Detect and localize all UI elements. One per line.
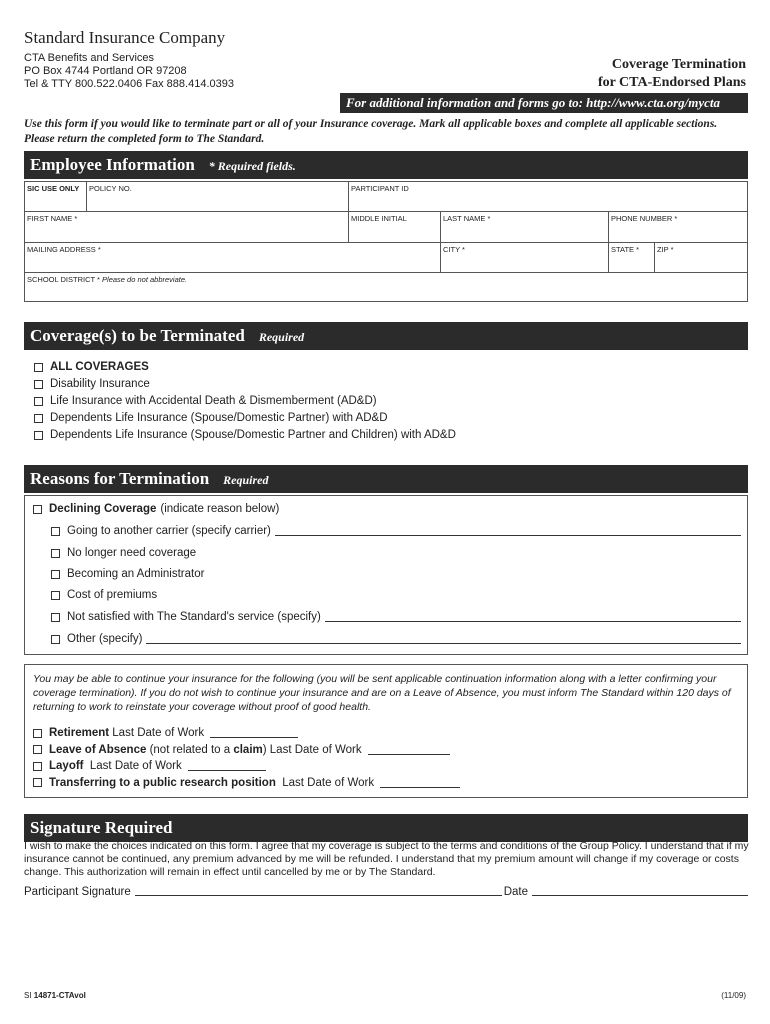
reason-label: Becoming an Administrator (67, 568, 205, 580)
checkbox[interactable] (34, 397, 43, 406)
first-name-field[interactable]: FIRST NAME * (25, 212, 349, 243)
form-id (24, 991, 86, 1000)
reason-not-satisfied[interactable] (51, 611, 741, 623)
sic-use-only: SIC USE ONLY (25, 182, 87, 212)
reasons-section-header (24, 465, 748, 493)
option-text: Last Date of Work (89, 760, 182, 772)
continuation-options (33, 725, 460, 791)
employee-info-grid (24, 181, 748, 302)
form-title (598, 56, 746, 92)
coverage-label: ALL COVERAGES (50, 361, 149, 373)
continuation-text: You may be able to continue your insurance for the following (you will be sent applicable continuation information along with a letter confirming your coverage termination). If you do not wish to continue your insurance and are on a Leave of Absence, you must inform The Standard within 120 days of returning to work to reinstate your coverage without proof of good health. (33, 673, 731, 713)
mailing-address-field[interactable]: MAILING ADDRESS * (25, 243, 441, 273)
option-text: ) Last Date of Work (262, 743, 362, 756)
checkbox[interactable] (34, 414, 43, 423)
coverage-item-all[interactable] (34, 359, 456, 376)
school-district-field[interactable] (25, 273, 747, 301)
checkbox[interactable] (33, 762, 42, 771)
checkbox[interactable] (51, 613, 60, 622)
section-title: Employee Information (30, 155, 195, 174)
option-text: Last Date of Work (282, 776, 375, 789)
coverage-label: Life Insurance with Accidental Death & Dismemberment (AD&D) (50, 395, 377, 407)
checkbox[interactable] (33, 505, 42, 514)
coverage-label: Dependents Life Insurance (Spouse/Domestic Partner) with AD&D (50, 412, 388, 424)
reason-administrator[interactable] (51, 568, 741, 580)
checkbox[interactable] (51, 591, 60, 600)
participant-signature-label: Participant Signature (24, 886, 131, 898)
section-subtitle: * Required fields. (208, 159, 296, 173)
company-address (24, 52, 234, 91)
carrier-input[interactable] (275, 526, 741, 536)
participant-id-field[interactable]: PARTICIPANT ID (349, 182, 747, 212)
address-line: CTA Benefits and Services (24, 52, 155, 64)
school-district-label: SCHOOL DISTRICT * (27, 275, 100, 284)
checkbox[interactable] (33, 729, 42, 738)
option-claim: claim (233, 743, 263, 756)
coverage-item-dependents-children[interactable] (34, 427, 456, 444)
reason-label: Other (specify) (67, 633, 143, 645)
reason-other-carrier[interactable] (51, 525, 741, 537)
date-label: Date (503, 886, 528, 898)
company-name: Standard Insurance Company (24, 28, 226, 47)
reason-label: No longer need coverage (67, 547, 197, 559)
option-text: Last Date of Work (112, 727, 205, 739)
participant-signature-input[interactable] (135, 886, 502, 896)
policy-no-field[interactable]: POLICY NO. (87, 182, 349, 212)
form-title-line2: for CTA-Endorsed Plans (597, 75, 746, 90)
reason-label: Going to another carrier (specify carrier) (67, 525, 271, 537)
intro-text: Use this form if you would like to terminate part or all of your Insurance coverage. Mark all applicable boxes and complete all applicable sections. Please return the completed form to The Standard. (24, 118, 718, 145)
section-title: Reasons for Termination (30, 469, 210, 488)
reason-other[interactable] (51, 633, 741, 645)
phone-number-field[interactable]: PHONE NUMBER * (609, 212, 747, 243)
section-title: Signature Required (30, 818, 173, 837)
city-field[interactable]: CITY * (441, 243, 609, 273)
checkbox[interactable] (33, 745, 42, 754)
declining-coverage-option[interactable] (33, 503, 279, 515)
state-field[interactable]: STATE * (609, 243, 655, 273)
reason-label: Not satisfied with The Standard's service (specify) (67, 611, 321, 623)
section-subtitle: Required (223, 473, 269, 487)
checkbox[interactable] (34, 431, 43, 440)
coverage-list (34, 359, 456, 444)
retirement-date-input[interactable] (210, 728, 298, 738)
retirement-option[interactable] (33, 725, 460, 742)
reason-cost[interactable] (51, 589, 741, 601)
form-title-line1: Coverage Termination (611, 57, 746, 72)
reasons-box (24, 495, 748, 655)
leave-of-absence-option[interactable] (33, 742, 460, 759)
checkbox[interactable] (51, 527, 60, 536)
coverage-item-life[interactable] (34, 393, 456, 410)
leave-date-input[interactable] (368, 745, 450, 755)
employee-section-header (24, 151, 748, 179)
transfer-date-input[interactable] (380, 778, 460, 788)
layoff-option[interactable] (33, 758, 460, 775)
checkbox[interactable] (51, 570, 60, 579)
declining-note: (indicate reason below) (160, 503, 280, 515)
signature-line (24, 886, 748, 898)
school-district-note: Please do not abbreviate. (102, 275, 188, 284)
reason-label: Cost of premiums (67, 589, 158, 601)
continuation-box (24, 664, 748, 798)
signature-text: I wish to make the choices indicated on this form. I agree that my coverage is subject to the terms and conditions of the Group Policy. I understand that if my insurance cannot be continued, any premium advanced by me will be refunded. I understand that my premium amount will change if my coverage or costs change. This authorization will remain in effect until cancelled by me or by The Standard. (24, 840, 749, 878)
transfer-option[interactable] (33, 775, 460, 792)
declining-label: Declining Coverage (49, 503, 157, 515)
checkbox[interactable] (51, 549, 60, 558)
option-label: Leave of Absence (49, 743, 147, 756)
form-prefix: SI (24, 991, 32, 1000)
option-label: Layoff (49, 760, 84, 772)
coverage-item-dependents-spouse[interactable] (34, 410, 456, 427)
middle-initial-field[interactable]: MIDDLE INITIAL (349, 212, 441, 243)
coverage-label: Dependents Life Insurance (Spouse/Domestic Partner and Children) with AD&D (50, 429, 456, 441)
coverage-section-header (24, 322, 748, 350)
option-label: Transferring to a public research position (49, 776, 276, 789)
url-banner: For additional information and forms go to: http://www.cta.org/mycta (340, 93, 748, 113)
coverage-label: Disability Insurance (50, 378, 150, 390)
address-line: PO Box 4744 Portland OR 97208 (24, 65, 187, 77)
checkbox[interactable] (51, 635, 60, 644)
coverage-item-disability[interactable] (34, 376, 456, 393)
section-title: Coverage(s) to be Terminated (30, 326, 245, 345)
layoff-date-input[interactable] (188, 761, 266, 771)
option-text: (not related to a (149, 743, 231, 756)
address-line: Tel & TTY 800.522.0406 Fax 888.414.0393 (24, 78, 234, 90)
checkbox[interactable] (33, 778, 42, 787)
section-subtitle: Required (258, 330, 305, 344)
option-label: Retirement (49, 727, 110, 739)
form-number: 14871-CTAvol (33, 991, 86, 1000)
checkbox[interactable] (34, 363, 43, 372)
checkbox[interactable] (34, 380, 43, 389)
revision-date: (11/09) (721, 991, 746, 1000)
zip-field[interactable]: ZIP * (655, 243, 747, 273)
signature-section-header (24, 814, 748, 842)
reason-no-longer-need[interactable] (51, 547, 741, 559)
not-satisfied-input[interactable] (325, 612, 741, 622)
last-name-field[interactable]: LAST NAME * (441, 212, 609, 243)
date-input[interactable] (532, 886, 748, 896)
other-input[interactable] (146, 634, 741, 644)
